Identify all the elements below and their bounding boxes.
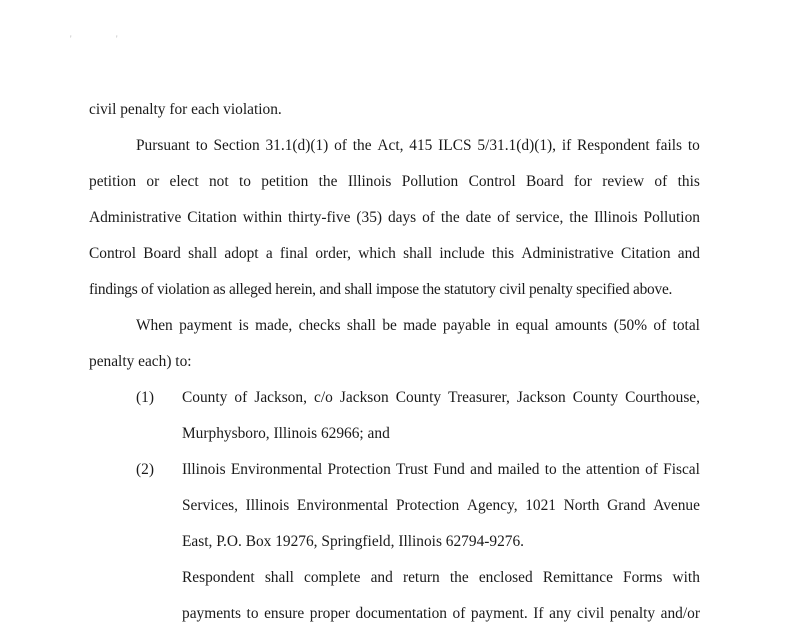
word: if	[561, 137, 572, 154]
word: Respondent	[577, 137, 650, 154]
word: with	[672, 569, 700, 586]
word: Environmental	[296, 497, 389, 514]
word: Agency,	[466, 497, 518, 514]
word: payments	[182, 605, 241, 622]
word: to	[687, 137, 700, 154]
word: equal	[515, 317, 549, 334]
word: Courthouse,	[625, 389, 700, 406]
word: Board	[143, 245, 181, 262]
word: Jackson,	[254, 389, 307, 406]
remittance-line-2	[182, 604, 700, 624]
word: Pursuant	[136, 137, 190, 154]
word: for	[573, 173, 592, 190]
word: mailed	[497, 461, 540, 478]
word: proper	[309, 605, 350, 622]
word: Illinois	[182, 461, 226, 478]
word: of	[654, 173, 668, 190]
word: of	[653, 317, 667, 334]
word: the	[569, 209, 589, 226]
word: of	[452, 605, 466, 622]
scan-speck: '	[70, 34, 72, 44]
word: this	[677, 173, 700, 190]
word: of	[422, 209, 435, 226]
word: (50%	[613, 317, 648, 334]
word: shall	[188, 245, 218, 262]
payee-1-number: (1)	[136, 389, 154, 406]
word: adopt	[224, 245, 259, 262]
word: complete	[304, 569, 361, 586]
payee-2-line-3: East, P.O. Box 19276, Springfield, Illinois 62794-9276.	[182, 533, 525, 550]
word: payment	[179, 317, 233, 334]
word: Jackson	[516, 389, 566, 406]
word: Fund	[433, 461, 465, 478]
pursuant-line-5: findings of violation as alleged herein, and shall impose the statutory civil penalty specified above.	[89, 281, 673, 298]
word: Protection	[327, 461, 391, 478]
word: civil	[576, 605, 605, 622]
word: order,	[315, 245, 352, 262]
payee-1-line-2: Murphysboro, Illinois 62966; and	[182, 425, 390, 442]
word: date	[465, 209, 492, 226]
word: and	[470, 461, 493, 478]
word: the	[352, 137, 372, 154]
word: is	[238, 317, 249, 334]
word: 1021	[525, 497, 556, 514]
word: not	[208, 173, 229, 190]
payment-line-2: penalty each) to:	[89, 353, 192, 370]
word: Illinois	[245, 497, 290, 514]
word: enclosed	[478, 569, 533, 586]
word: Act,	[377, 137, 404, 154]
word: payment.	[470, 605, 528, 622]
word: review	[602, 173, 645, 190]
word: c/o	[314, 389, 333, 406]
word: shall	[346, 317, 376, 334]
word: and	[677, 245, 700, 262]
word: of	[234, 389, 248, 406]
word: Section	[213, 137, 260, 154]
word: of	[334, 137, 347, 154]
word: Grand	[607, 497, 646, 514]
payee-1-line-1	[182, 388, 700, 408]
word: Pollution	[401, 173, 459, 190]
word: Citation	[187, 209, 237, 226]
payee-2-line-2	[182, 496, 700, 516]
word: Services,	[182, 497, 238, 514]
word: 31.1(d)(1)	[265, 137, 329, 154]
word: If	[533, 605, 544, 622]
word: Trust	[396, 461, 428, 478]
word: and/or	[660, 605, 700, 622]
pursuant-line-4	[89, 244, 700, 264]
word: the	[449, 569, 469, 586]
word: total	[672, 317, 700, 334]
word: Citation	[620, 245, 671, 262]
word: return	[402, 569, 440, 586]
payment-line-1	[136, 316, 700, 336]
word: Control	[468, 173, 516, 190]
word: (35)	[356, 209, 383, 226]
penalty-continuation-line: civil penalty for each violation.	[89, 101, 282, 118]
word: be	[382, 317, 397, 334]
word: checks	[298, 317, 341, 334]
word: petition	[261, 173, 309, 190]
payee-2-number: (2)	[136, 461, 154, 478]
word: County	[572, 389, 619, 406]
word: to	[544, 461, 557, 478]
word: ILCS	[438, 137, 472, 154]
word: the	[561, 461, 581, 478]
word: to	[238, 173, 251, 190]
word: days	[387, 209, 417, 226]
word: Treasurer,	[448, 389, 510, 406]
word: Jackson	[339, 389, 389, 406]
word: Environmental	[230, 461, 323, 478]
word: Pollution	[643, 209, 700, 226]
word: attention	[585, 461, 640, 478]
word: County	[182, 389, 228, 406]
word: include	[439, 245, 485, 262]
word: to	[195, 137, 208, 154]
word: this	[491, 245, 515, 262]
word: Remittance	[542, 569, 613, 586]
word: made,	[255, 317, 293, 334]
word: the	[440, 209, 460, 226]
remittance-line-1	[182, 568, 700, 588]
word: County	[395, 389, 442, 406]
word: final	[279, 245, 309, 262]
word: shall	[403, 245, 433, 262]
word: 415	[409, 137, 433, 154]
word: penalty	[609, 605, 656, 622]
word: fails	[655, 137, 683, 154]
word: made	[403, 317, 437, 334]
scan-speck: '	[116, 34, 118, 44]
word: Fiscal	[663, 461, 700, 478]
word: to	[246, 605, 259, 622]
word: shall	[264, 569, 294, 586]
word: North	[563, 497, 600, 514]
pursuant-line-3	[89, 208, 700, 228]
word: Respondent	[182, 569, 255, 586]
pursuant-line-1	[136, 136, 700, 156]
word: in	[497, 317, 510, 334]
word: within	[242, 209, 283, 226]
word: thirty-five	[288, 209, 351, 226]
word: Illinois	[593, 209, 638, 226]
word: ensure	[264, 605, 305, 622]
word: service,	[515, 209, 564, 226]
word: a	[265, 245, 273, 262]
word: Control	[89, 245, 137, 262]
word: 5/31.1(d)(1),	[477, 137, 556, 154]
word: amounts	[555, 317, 608, 334]
word: Administrative	[89, 209, 182, 226]
word: Illinois	[347, 173, 392, 190]
word: which	[358, 245, 396, 262]
word: the	[318, 173, 338, 190]
word: and	[370, 569, 393, 586]
word: payable	[442, 317, 491, 334]
word: When	[136, 317, 173, 334]
word: Board	[525, 173, 564, 190]
word: Avenue	[653, 497, 700, 514]
word: or	[146, 173, 160, 190]
word: elect	[169, 173, 199, 190]
word: Administrative	[521, 245, 614, 262]
word: any	[549, 605, 572, 622]
word: Forms	[623, 569, 663, 586]
pursuant-line-2	[89, 172, 700, 192]
word: documentation	[355, 605, 447, 622]
word: of	[497, 209, 510, 226]
word: petition	[89, 173, 137, 190]
word: Protection	[395, 497, 460, 514]
word: of	[645, 461, 658, 478]
payee-2-line-1	[182, 460, 700, 480]
